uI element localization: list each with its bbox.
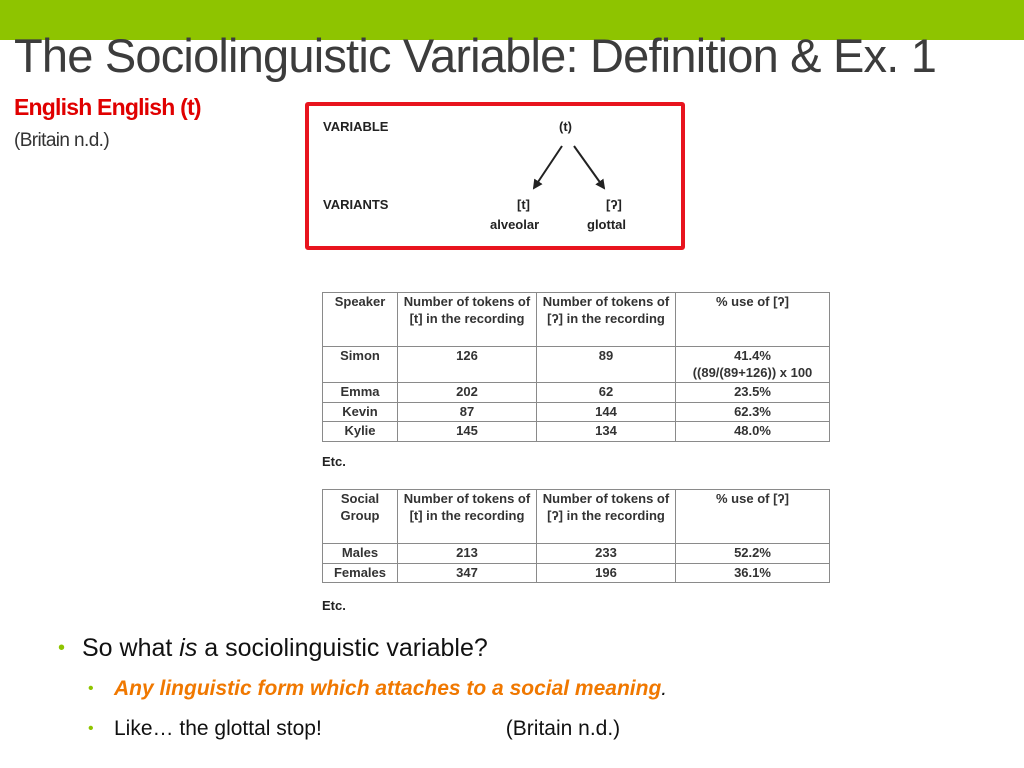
table-row [323, 347, 830, 383]
table-row [323, 563, 830, 583]
cell-t-tokens: 126 [398, 347, 537, 383]
subtitle-citation: (Britain n.d.) [14, 130, 110, 151]
definition-period: . [661, 677, 668, 700]
cell-t-tokens: 202 [398, 383, 537, 403]
bullet-dot-icon: • [88, 680, 94, 697]
definition-text: Any linguistic form which attaches to a social meaning [114, 677, 662, 700]
bullet-list [58, 628, 998, 748]
table-row [323, 402, 830, 422]
cell-t-tokens: 347 [398, 563, 537, 583]
slide-subtitle: English English (t) [14, 94, 201, 120]
header-speaker: Speaker [323, 293, 398, 347]
table-row [323, 544, 830, 564]
variants-label: VARIANTS [323, 197, 389, 212]
cell-percent-formula: ((89/(89+126)) x 100 [692, 364, 813, 380]
arrow-to-glottal [574, 146, 604, 188]
header-percent-glottal: % use of [ʔ] [676, 293, 830, 347]
cell-percent: 48.0% [676, 422, 830, 442]
variant-2-symbol: [ʔ] [606, 197, 622, 212]
cell-speaker: Kevin [323, 402, 398, 422]
cell-glottal-tokens: 196 [537, 563, 676, 583]
header-t-tokens: Number of tokens of [t] in the recording [398, 293, 537, 347]
speaker-table-etc: Etc. [322, 454, 346, 469]
cell-t-tokens: 213 [398, 544, 537, 564]
variable-diagram [305, 102, 685, 250]
question-emphasis: is [179, 634, 198, 662]
cell-group: Males [323, 544, 398, 564]
cell-group: Females [323, 563, 398, 583]
table-header-row [323, 293, 830, 347]
question-text-start: So what [82, 634, 180, 662]
cell-glottal-tokens: 62 [537, 383, 676, 403]
cell-glottal-tokens: 89 [537, 347, 676, 383]
slide-title: The Sociolinguistic Variable: Definition & Ex. 1 [14, 29, 937, 82]
arrow-to-alveolar [534, 146, 562, 188]
bullet-dot-icon: • [58, 637, 66, 659]
table-row [323, 422, 830, 442]
header-glottal-tokens: Number of tokens of [ʔ] in the recording [537, 490, 676, 544]
cell-percent-value: 41.4% [734, 348, 771, 363]
header-social-group: Social Group [323, 490, 398, 544]
variant-1-name: alveolar [490, 217, 540, 232]
cell-percent: 62.3% [676, 402, 830, 422]
cell-t-tokens: 87 [398, 402, 537, 422]
header-glottal-tokens: Number of tokens of [ʔ] in the recording [537, 293, 676, 347]
cell-t-tokens: 145 [398, 422, 537, 442]
question-text-end: a sociolinguistic variable? [197, 634, 488, 662]
table-header-row [323, 490, 830, 544]
group-table [322, 489, 830, 583]
cell-percent [676, 347, 830, 383]
cell-glottal-tokens: 134 [537, 422, 676, 442]
group-table-etc: Etc. [322, 598, 346, 613]
bullet-dot-icon: • [88, 720, 94, 737]
header-percent-glottal: % use of [ʔ] [676, 490, 830, 544]
example-citation: (Britain n.d.) [505, 717, 621, 740]
variable-value: (t) [559, 119, 572, 134]
cell-glottal-tokens: 144 [537, 402, 676, 422]
bullet-example [58, 710, 998, 748]
bullet-definition [58, 668, 998, 710]
cell-percent: 52.2% [676, 544, 830, 564]
cell-glottal-tokens: 233 [537, 544, 676, 564]
variant-1-symbol: [t] [517, 197, 530, 212]
cell-percent: 23.5% [676, 383, 830, 403]
header-t-tokens: Number of tokens of [t] in the recording [398, 490, 537, 544]
example-text: Like… the glottal stop! [114, 717, 322, 740]
table-row [323, 383, 830, 403]
cell-speaker: Kylie [323, 422, 398, 442]
variant-2-name: glottal [587, 217, 626, 232]
cell-speaker: Emma [323, 383, 398, 403]
speaker-table [322, 292, 830, 442]
bullet-question [58, 628, 998, 668]
cell-percent: 36.1% [676, 563, 830, 583]
cell-speaker: Simon [323, 347, 398, 383]
variable-label: VARIABLE [323, 119, 389, 134]
